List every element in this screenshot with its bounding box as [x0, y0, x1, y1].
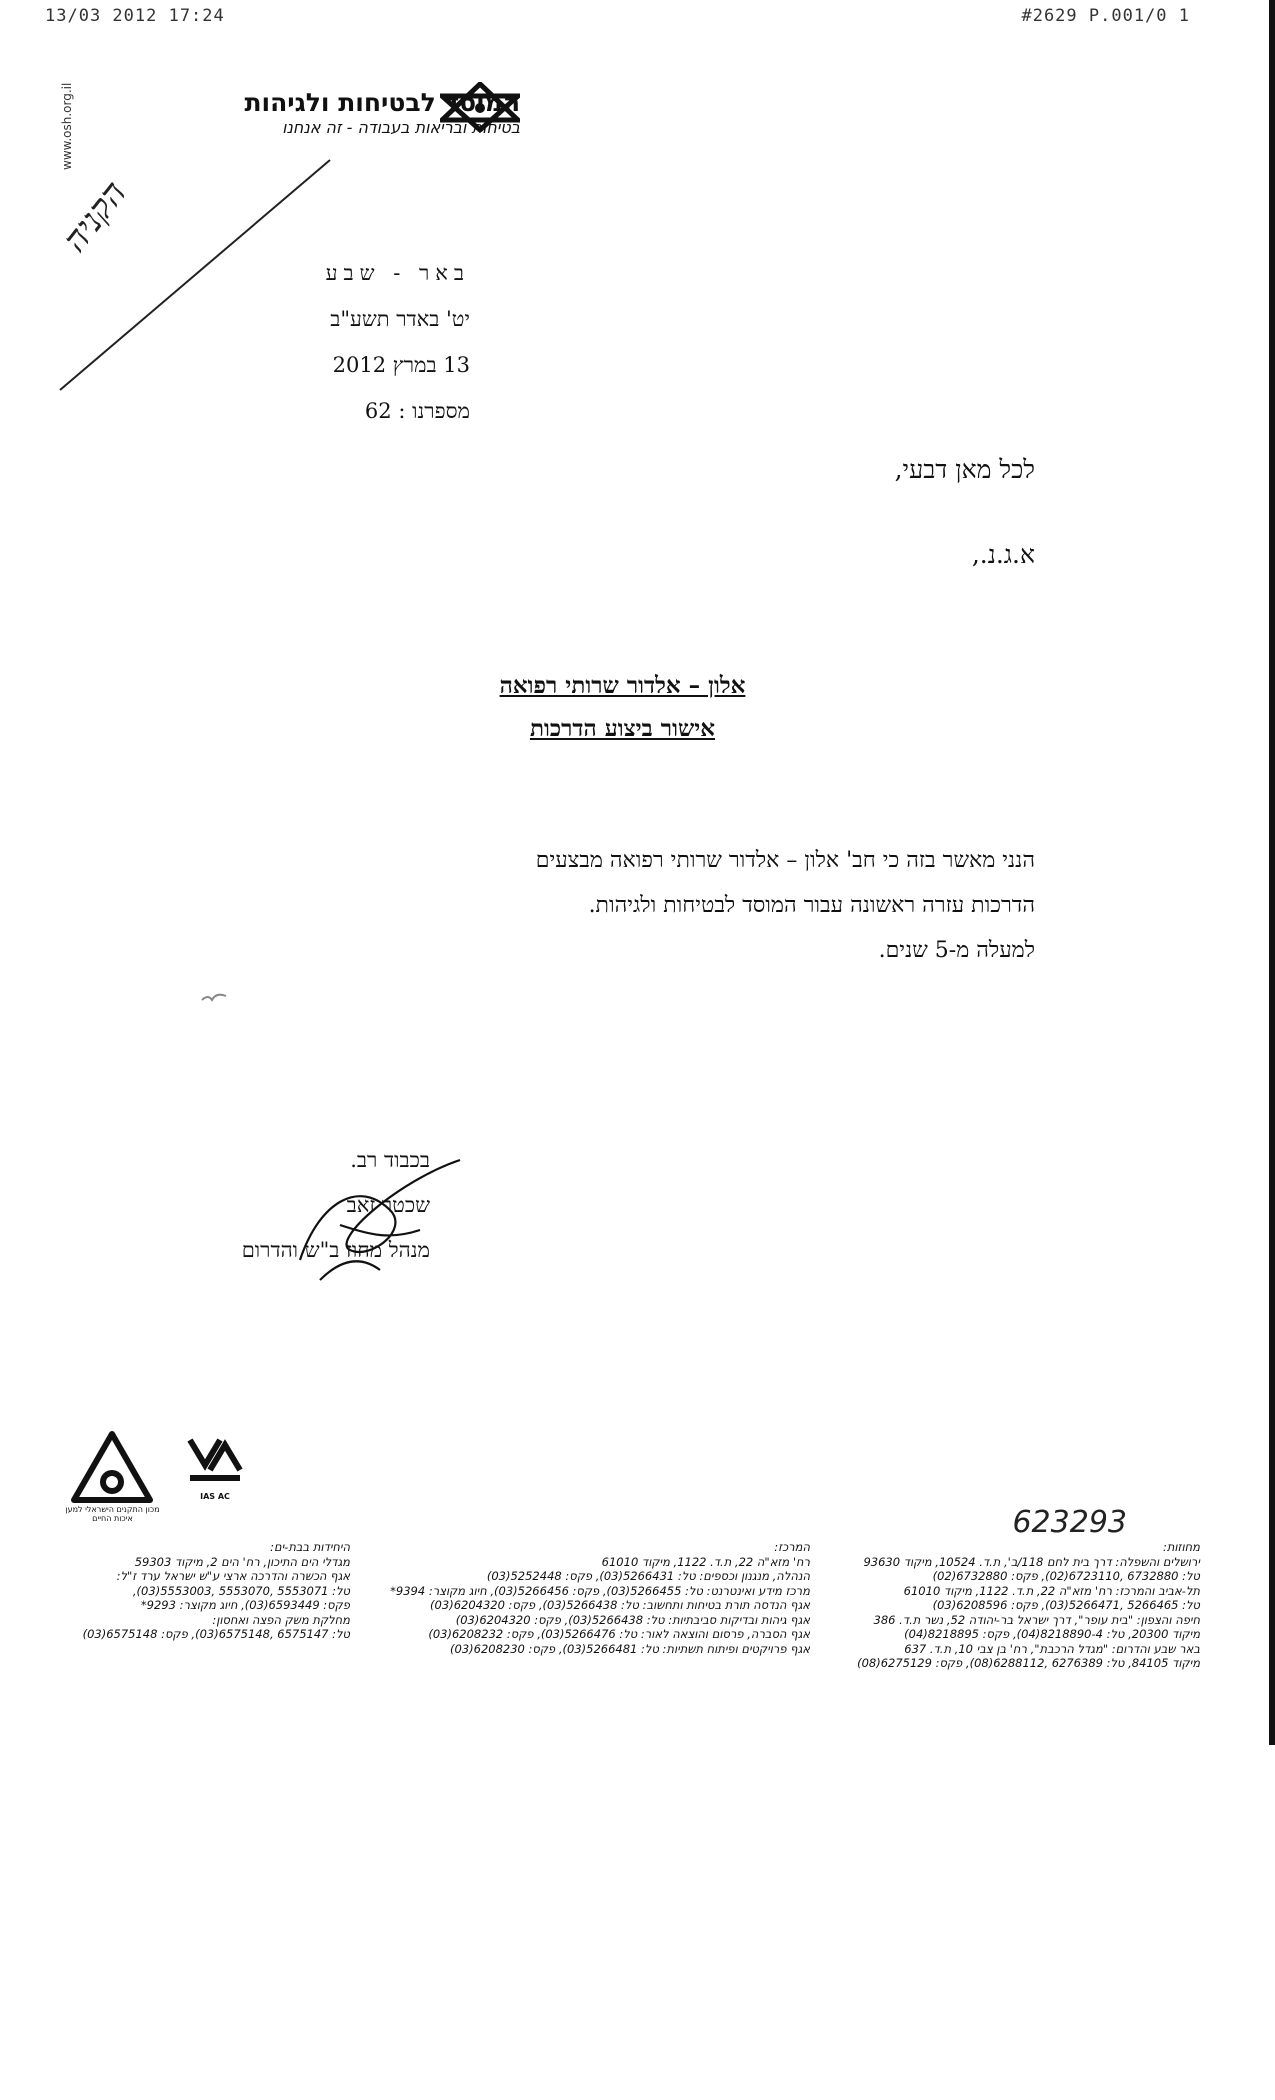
footer-title: המרכז: — [774, 1540, 810, 1554]
footer-line: מרכז מידע ואינטרנט: טל: 5266455(03), פקס: 5266456(03), חיוג מקוצר: 9394* — [390, 1583, 810, 1598]
logo1-caption: מכון התקנים הישראלי למען איכות החיים — [65, 1505, 160, 1523]
hebrew-date: יט' באדר תשע"ב — [330, 307, 470, 331]
reference-number: מספרנו : 62 — [364, 399, 470, 423]
footer-units — [50, 1540, 350, 1642]
footer-line: אגף פרויקטים ופיתוח תשתיות: טל: 5266481(03), פקס: 6208230(03) — [450, 1641, 810, 1656]
handwritten-reference: 623293 — [1012, 1505, 1127, 1540]
handwritten-note: הקניה — [55, 173, 135, 260]
body-line: למעלה מ-5 שנים. — [878, 938, 1035, 963]
greeting-line: א.ג.נ., — [971, 540, 1035, 569]
gregorian-date: 13 במרץ 2012 — [332, 353, 470, 377]
handwritten-annotation-icon — [40, 150, 340, 400]
footer-line: טל: 5553071 ,5553070 ,5553003(03), — [132, 1583, 350, 1598]
footer-line: טל: 5266465 ,5266471(03), פקס: 6208596(03) — [932, 1598, 1200, 1612]
letter-header — [326, 250, 470, 434]
footer-line: הנהלה, מנגנון וכספים: טל: 5266431(03), פקס: 5252448(03) — [486, 1569, 810, 1583]
logo2-caption: IAS AC — [200, 1492, 230, 1501]
footer-headquarters — [370, 1540, 810, 1656]
body-line: הדרכות עזרה ראשונה עבור המוסד לבטיחות ולגיהות. — [588, 893, 1035, 918]
footer-line: חיפה והצפון: "בית עופר", דרך ישראל בר-יהודה 52, נשר ת.ד. 386 — [873, 1612, 1200, 1627]
scan-speck-icon — [200, 990, 230, 1006]
signatory-title: מנהל מחוז ב"ש והדרום — [241, 1238, 430, 1262]
closing-regards: בכבוד רב. — [350, 1148, 430, 1172]
city: באר - שבע — [325, 261, 470, 285]
israeli-standards-logo-icon — [70, 1430, 155, 1505]
footer-line: אגף הנדסה תורת בטיחות ותחשוב: טל: 5266438(03), פקס: 6204320(03) — [430, 1598, 810, 1612]
signature-icon — [280, 1140, 480, 1290]
footer-line: אגף הסברה, פרסום והוצאה לאור: טל: 5266476(03), פקס: 6208232(03) — [428, 1627, 810, 1641]
subject-line-2: אישור ביצוע הדרכות — [529, 715, 716, 742]
footer-line: אגף גיהות ובדיקות סביבתיות: טל: 5266438(03), פקס: 6204320(03) — [455, 1612, 810, 1627]
body-line: הנני מאשר בזה כי חב' אלון – אלדור שרותי רפואה מבצעים — [535, 848, 1035, 873]
footer-line: רח' מזא"ה 22, ת.ד. 1122, מיקוד 61010 — [601, 1554, 810, 1569]
footer-line: טל: 6575147 ,6575148(03), פקס: 6575148(03) — [82, 1627, 350, 1641]
organization-tagline: בטיחות ובריאות בעבודה - זה אנחנו — [282, 118, 520, 137]
fax-page: #2629 P.001/0 1 — [1021, 6, 1190, 26]
signatory-name: שכטר זאב — [346, 1193, 430, 1217]
footer-line: מחלקת משק הפצה ואחסון: — [212, 1612, 350, 1627]
footer-offices — [760, 1540, 1200, 1671]
footer-line: באר שבע והדרום: "מגדל הרכבת", רח' בן צבי 10, ת.ד. 637 — [904, 1641, 1200, 1656]
fax-datetime: 13/03 2012 17:24 — [45, 6, 225, 26]
recipient-line: לכל מאן דבעי, — [894, 455, 1035, 484]
footer-title: מחוזות: — [1162, 1540, 1200, 1554]
footer-line: מיקוד 84105, טל: 6276389 ,6288112(08), פקס: 6275129(08) — [857, 1656, 1200, 1670]
scan-edge — [1269, 0, 1275, 1745]
footer-line: תל-אביב והמרכז: רח' מזא"ה 22, ת.ד. 1122, מיקוד 61010 — [903, 1583, 1200, 1598]
footer-line: פקס: 6593449(03), חיוג מקוצר: 9293* — [140, 1598, 350, 1612]
footer-title: היחידות בבת-ים: — [270, 1540, 350, 1554]
footer-line: מגדלי הים התיכון, רח' הים 2, מיקוד 59303 — [134, 1554, 350, 1569]
footer-line: מיקוד 20300, טל: 8218890-4(04), פקס: 8218895(04) — [904, 1627, 1200, 1641]
footer-line: ירושלים והשפלה: דרך בית לחם 118/ב', ת.ד. 10524, מיקוד 93630 — [863, 1554, 1200, 1569]
footer-line: אגף הכשרה והדרכה ארצי ע"ש ישראל ערד ז"ל: — [116, 1569, 350, 1583]
footer-line: טל: 6732880 ,6723110(02), פקס: 6732880(02) — [932, 1569, 1200, 1583]
iasac-logo-icon — [180, 1430, 250, 1490]
letter-body — [385, 838, 1035, 973]
organization-url: www.osh.org.il — [60, 82, 74, 170]
subject-line-1: אלון – אלדור שרותי רפואה — [499, 672, 746, 699]
organization-name: המוסד לבטיחות ולגיהות — [244, 88, 520, 117]
